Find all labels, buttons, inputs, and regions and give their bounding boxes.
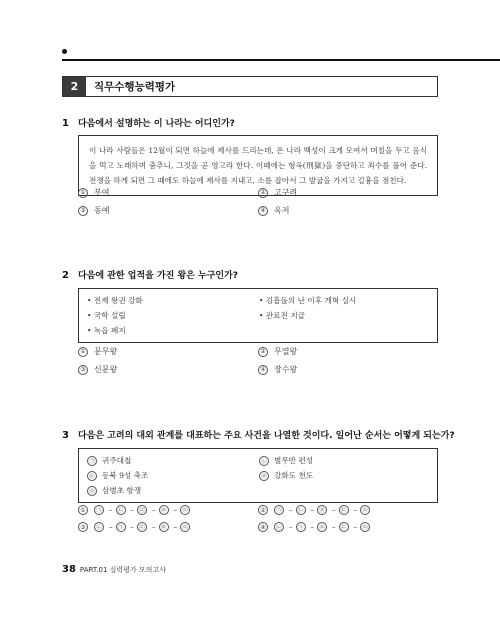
q2-item: • 관료전 지급 <box>259 311 305 320</box>
page-footer <box>62 564 166 575</box>
footer-text: PART.01 실력평가 모의고사 <box>79 566 166 574</box>
item-mark: ㉤ <box>87 486 97 496</box>
question-2 <box>62 268 238 281</box>
q2-item: • 전제 왕권 강화 <box>87 296 143 305</box>
option-label: 문무왕 <box>94 347 118 356</box>
section-number: 2 <box>63 77 86 96</box>
item-mark: ㉢ <box>87 471 97 481</box>
option-mark: ② <box>258 505 268 515</box>
question-2-options <box>78 346 438 375</box>
q1-option-3[interactable] <box>78 205 258 216</box>
item-label: 강화도 천도 <box>274 471 314 480</box>
seq-mark: ㉤ <box>180 522 190 532</box>
q3-option-3[interactable] <box>78 522 258 532</box>
option-mark: ② <box>258 188 268 198</box>
item-label: 귀주대첩 <box>102 456 132 465</box>
item-label: 삼별초 항쟁 <box>102 486 142 495</box>
page-number: 38 <box>62 564 76 575</box>
question-1-passage: 이 나라 사람들은 12월이 되면 하늘에 제사를 드리는데, 온 나라 백성이 크게 모여서 며칠을 두고 음식을 먹고 노래하며 춤추니, 그것을 곧 영고라 한다. 이때에는 형옥(刑獄)을 중단하고 죄수를 풀어 준다. 전쟁을 하게 되면 그 때에도 하늘에 제사를 지내고, 소를 잡아서 그 발굽을 가지고 길흉을 점친다. <box>89 146 427 185</box>
section-header <box>62 76 438 97</box>
question-3-text: 다음은 고려의 대외 관계를 대표하는 주요 사건을 나열한 것이다. 일어난 순서는 어떻게 되는가? <box>78 431 455 441</box>
seq-mark: ㉤ <box>360 505 370 515</box>
item-mark: ㉣ <box>259 471 269 481</box>
header-rule <box>62 59 500 61</box>
question-2-number: 2 <box>62 270 69 281</box>
seq-mark: ㉣ <box>159 522 169 532</box>
seq-mark: ㉤ <box>360 522 370 532</box>
question-3-number: 3 <box>62 430 69 441</box>
item-label: 별무반 편성 <box>274 456 314 465</box>
seq-mark: ㉠ <box>296 522 306 532</box>
q2-option-3[interactable] <box>78 364 258 375</box>
seq-mark: ㉡ <box>296 505 306 515</box>
option-sequence: ㉠ – ㉡ – ㉢ – ㉣ – ㉤ <box>94 505 192 515</box>
option-mark: ④ <box>258 206 268 216</box>
question-3 <box>62 428 455 441</box>
seq-mark: ㉣ <box>317 522 327 532</box>
option-mark: ① <box>78 505 88 515</box>
option-label: 신문왕 <box>94 365 118 374</box>
question-2-text: 다음에 관한 업적을 가진 왕은 누구인가? <box>78 271 238 281</box>
q2-item: • 김흠돌의 난 이후 개혁 실시 <box>259 296 357 305</box>
q1-option-4[interactable] <box>258 205 438 216</box>
option-label: 무열왕 <box>274 347 298 356</box>
seq-mark: ㉢ <box>339 505 349 515</box>
seq-mark: ㉠ <box>94 505 104 515</box>
q2-option-4[interactable] <box>258 364 438 375</box>
option-label: 고구려 <box>274 188 298 197</box>
q3-item <box>259 455 431 466</box>
seq-mark: ㉡ <box>94 522 104 532</box>
item-mark: ㉠ <box>87 456 97 466</box>
q1-option-1[interactable] <box>78 187 258 198</box>
option-mark: ② <box>258 347 268 357</box>
question-1-number: 1 <box>62 118 69 129</box>
seq-mark: ㉢ <box>137 505 147 515</box>
option-label: 부여 <box>94 188 110 197</box>
question-1-text: 다음에서 설명하는 이 나라는 어디인가? <box>78 119 235 129</box>
option-mark: ④ <box>258 365 268 375</box>
seq-mark: ㉢ <box>137 522 147 532</box>
q2-item: • 국학 설립 <box>87 311 126 320</box>
header-bullet <box>62 49 67 54</box>
q3-item <box>87 485 259 496</box>
q3-item <box>259 470 431 481</box>
option-mark: ③ <box>78 522 88 532</box>
option-label: 옥저 <box>274 206 290 215</box>
q1-option-2[interactable] <box>258 187 438 198</box>
option-sequence: ㉡ – ㉠ – ㉣ – ㉢ – ㉤ <box>274 522 372 532</box>
seq-mark: ㉡ <box>116 505 126 515</box>
seq-mark: ㉡ <box>274 522 284 532</box>
question-1-options <box>78 187 438 216</box>
seq-mark: ㉣ <box>159 505 169 515</box>
option-sequence: ㉠ – ㉡ – ㉣ – ㉢ – ㉤ <box>274 505 372 515</box>
section-title: 직무수행능력평가 <box>94 81 176 93</box>
seq-mark: ㉤ <box>180 505 190 515</box>
q3-item <box>87 455 259 466</box>
option-mark: ① <box>78 188 88 198</box>
q3-option-4[interactable] <box>258 522 438 532</box>
seq-mark: ㉠ <box>116 522 126 532</box>
item-mark: ㉡ <box>259 456 269 466</box>
seq-mark: ㉣ <box>317 505 327 515</box>
q3-option-1[interactable] <box>78 505 258 515</box>
option-label: 장수왕 <box>274 365 298 374</box>
seq-mark: ㉢ <box>339 522 349 532</box>
option-sequence: ㉡ – ㉠ – ㉢ – ㉣ – ㉤ <box>94 522 192 532</box>
q3-option-2[interactable] <box>258 505 438 515</box>
question-2-items-box <box>78 288 438 343</box>
q2-option-2[interactable] <box>258 346 438 357</box>
question-1 <box>62 116 235 129</box>
question-3-options <box>78 505 438 532</box>
option-mark: ④ <box>258 522 268 532</box>
option-label: 동예 <box>94 206 110 215</box>
item-label: 동북 9성 축조 <box>102 471 149 480</box>
q2-item: • 녹읍 폐지 <box>87 326 126 335</box>
option-mark: ③ <box>78 365 88 375</box>
q2-option-1[interactable] <box>78 346 258 357</box>
option-mark: ③ <box>78 206 88 216</box>
option-mark: ① <box>78 347 88 357</box>
question-3-items-box <box>78 448 438 503</box>
seq-mark: ㉠ <box>274 505 284 515</box>
q3-item <box>87 470 259 481</box>
